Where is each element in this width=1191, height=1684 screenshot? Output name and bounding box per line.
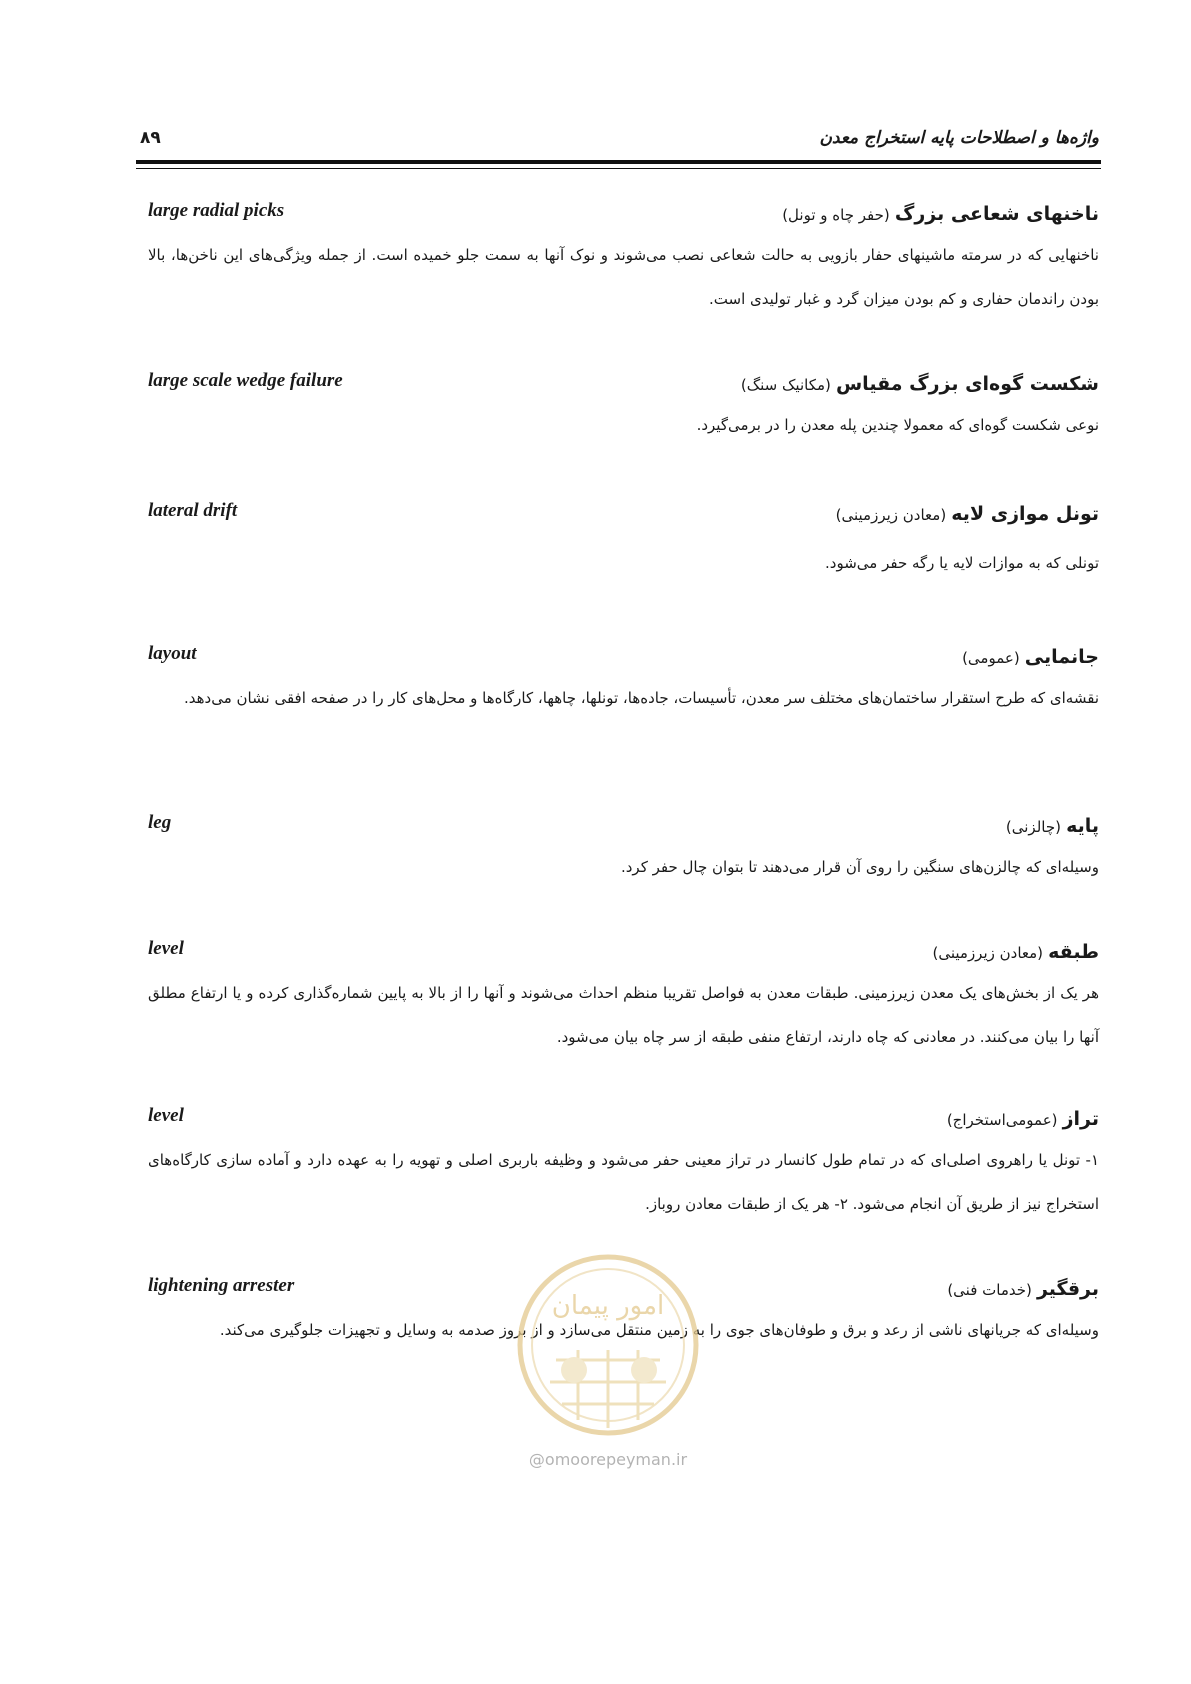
- term-heading: [148, 1105, 1099, 1134]
- term-category: (عمومی): [962, 649, 1020, 667]
- term-english: lateral drift: [148, 500, 238, 521]
- glossary-entry: [148, 938, 1099, 1059]
- term-heading: [148, 938, 1099, 967]
- term-english: level: [148, 1105, 184, 1126]
- term-heading: [148, 812, 1099, 841]
- term-persian: جانمایی: [1024, 646, 1099, 668]
- term-description: نقشه‌ای که طرح استقرار ساختمان‌های مختلف سر معدن، تأسیسات، جاده‌ها، تونلها، چاهها، کارگاه‌ها و محل‌های کار را در صفحه افقی نشان می‌دهد.: [184, 689, 1099, 707]
- term-english: leg: [148, 812, 172, 833]
- running-title: واژه‌ها و اصطلاحات پایه استخراج معدن: [819, 128, 1099, 148]
- term-category: (خدمات فنی): [947, 1281, 1032, 1299]
- term-category: (چالزنی): [1005, 818, 1061, 836]
- glossary-entry: [148, 643, 1099, 720]
- watermark-logo-text: امور پیمان: [551, 1291, 665, 1321]
- glossary-entry: [148, 370, 1099, 447]
- page-number: ۸۹: [140, 128, 161, 148]
- term-category: (عمومی‌استخراج): [946, 1111, 1058, 1129]
- term-english: lightening arrester: [148, 1275, 295, 1296]
- watermark-site: @omoorepeyman.ir: [528, 1450, 688, 1469]
- term-english: layout: [148, 643, 197, 664]
- term-category: (حفر چاه و تونل): [782, 206, 890, 224]
- term-description: هر یک از بخش‌های یک معدن زیرزمینی. طبقات معدن به فواصل تقریبا منظم احداث می‌شوند و آنها را از بالا به پایین شماره‌گذاری کرده و یا ارتفاع مطلق آنها را بیان می‌کنند. در معادنی که چاه دارند، ارتفاع منفی طبقه از سر چاه بیان می‌شود.: [148, 984, 1099, 1046]
- header-rule-thin: [136, 168, 1101, 169]
- term-description: وسیله‌ای که جریانهای ناشی از رعد و برق و طوفان‌های جوی را به زمین منتقل می‌سازد و از بروز صدمه به وسایل و تجهیزات جلوگیری می‌کند.: [219, 1321, 1099, 1339]
- term-persian: پایه: [1066, 815, 1099, 837]
- glossary-entry: [148, 812, 1099, 889]
- glossary-entry: [148, 1105, 1099, 1226]
- term-description: وسیله‌ای که چالزن‌های سنگین را روی آن قرار می‌دهند تا بتوان چال حفر کرد.: [620, 858, 1099, 876]
- watermark-logo-icon: [478, 1250, 738, 1450]
- header-rule-thick: [136, 160, 1101, 164]
- term-persian: طبقه: [1048, 941, 1099, 963]
- term-description: ناخنهایی که در سرمته ماشینهای حفار بازویی به حالت شعاعی نصب می‌شوند و نوک آنها به سمت جلو خمیده است. از جمله ویژگی‌های این ناخن‌ها، بالا بودن راندمان حفاری و کم بودن میزان گرد و غبار تولیدی است.: [148, 246, 1099, 308]
- term-category: (معادن زیرزمینی): [932, 944, 1044, 962]
- term-persian: تونل موازی لایه: [951, 503, 1099, 525]
- term-heading: [148, 500, 1099, 529]
- page-header: [140, 128, 1099, 150]
- term-heading: [148, 200, 1099, 229]
- term-category: (معادن زیرزمینی): [835, 506, 947, 524]
- term-persian: برقگیر: [1036, 1278, 1099, 1300]
- term-persian: شکست گوه‌ای بزرگ مقیاس: [835, 373, 1099, 395]
- term-persian: ناخنهای شعاعی بزرگ: [894, 203, 1099, 225]
- term-english: level: [148, 938, 184, 959]
- term-english: large radial picks: [148, 200, 285, 221]
- term-description: تونلی که به موازات لایه یا رگه حفر می‌شود.: [825, 554, 1099, 572]
- glossary-entry: [148, 200, 1099, 321]
- term-english: large scale wedge failure: [148, 370, 343, 391]
- term-description: نوعی شکست گوه‌ای که معمولا چندین پله معدن را در برمی‌گیرد.: [696, 416, 1099, 434]
- watermark: [478, 1250, 738, 1510]
- term-heading: [148, 643, 1099, 672]
- glossary-entry: [148, 500, 1099, 585]
- term-persian: تراز: [1062, 1108, 1099, 1130]
- term-category: (مکانیک سنگ): [740, 376, 831, 394]
- term-description: ۱- تونل یا راهروی اصلی‌ای که در تمام طول کانسار در تراز معینی حفر می‌شود و وظیفه باربری اصلی و تهویه را به عهده دارد و آماده سازی کارگاه‌های استخراج نیز از طریق آن انجام می‌شود. ۲- هر یک از طبقات معادن روباز.: [148, 1151, 1099, 1213]
